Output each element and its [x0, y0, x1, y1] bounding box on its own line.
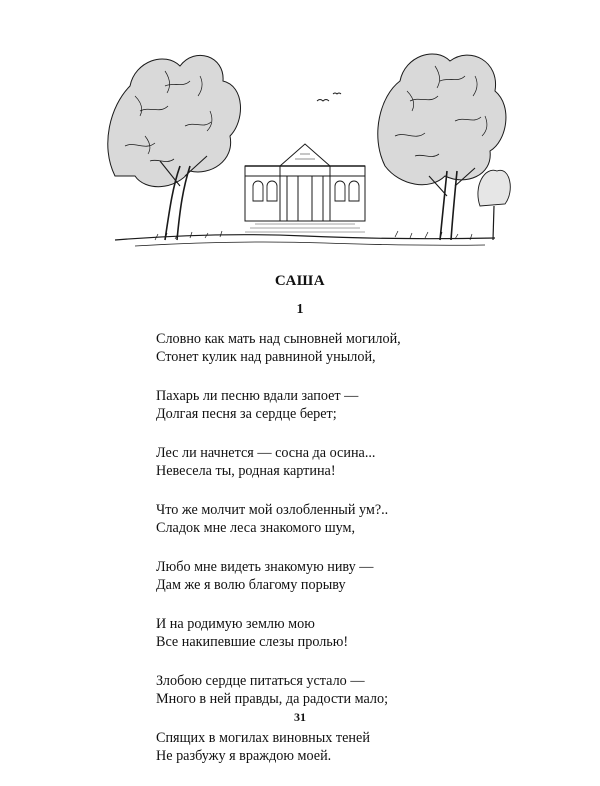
stanza: [156, 672, 486, 708]
verse-line: Долгая песня за сердце берет;: [156, 406, 337, 422]
stanza: [156, 615, 486, 651]
verse-line: Злобою сердце питаться устало —: [156, 673, 365, 689]
verse-line: Что же молчит мой озлобленный ум?..: [156, 502, 389, 518]
verse-line: Дам же я волю благому порыву: [156, 577, 346, 593]
stanza: [156, 444, 486, 480]
section-number: 1: [296, 302, 304, 317]
manor-house-icon: [245, 144, 365, 221]
stanza: [156, 729, 486, 765]
poem-title: САША: [274, 273, 326, 289]
stanza: [156, 387, 486, 423]
verse-line: Много в ней правды, да радости мало;: [156, 691, 389, 707]
verse-line: Все накипевшие слезы пролью!: [156, 634, 349, 650]
verse-line: Пахарь ли песню вдали запоет —: [156, 388, 359, 404]
verse-line: Сладок мне леса знакомого шум,: [156, 520, 356, 536]
verse-line: Любо мне видеть знакомую ниву —: [156, 559, 374, 575]
manor-illustration: [95, 26, 515, 251]
verse-line: Невесела ты, родная картина!: [156, 463, 336, 479]
right-tree-icon: [378, 54, 506, 240]
verse-line: Словно как мать над сыновней могилой,: [156, 331, 401, 347]
birds-icon: [317, 93, 341, 101]
verse-line: И на родимую землю мою: [156, 616, 315, 632]
verse-line: Лес ли начнется — сосна да осина...: [156, 445, 376, 461]
verse-line: Стонет кулик над равниной унылой,: [156, 349, 376, 365]
left-tree-icon: [108, 55, 241, 240]
stanza: [156, 330, 486, 366]
verse-line: Не разбужу я враждою моей.: [156, 748, 332, 764]
small-tree-icon: [478, 170, 510, 240]
stanza: [156, 501, 486, 537]
page-number: 31: [294, 710, 306, 724]
stanza: [156, 558, 486, 594]
verse-line: Спящих в могилах виновных теней: [156, 730, 370, 746]
